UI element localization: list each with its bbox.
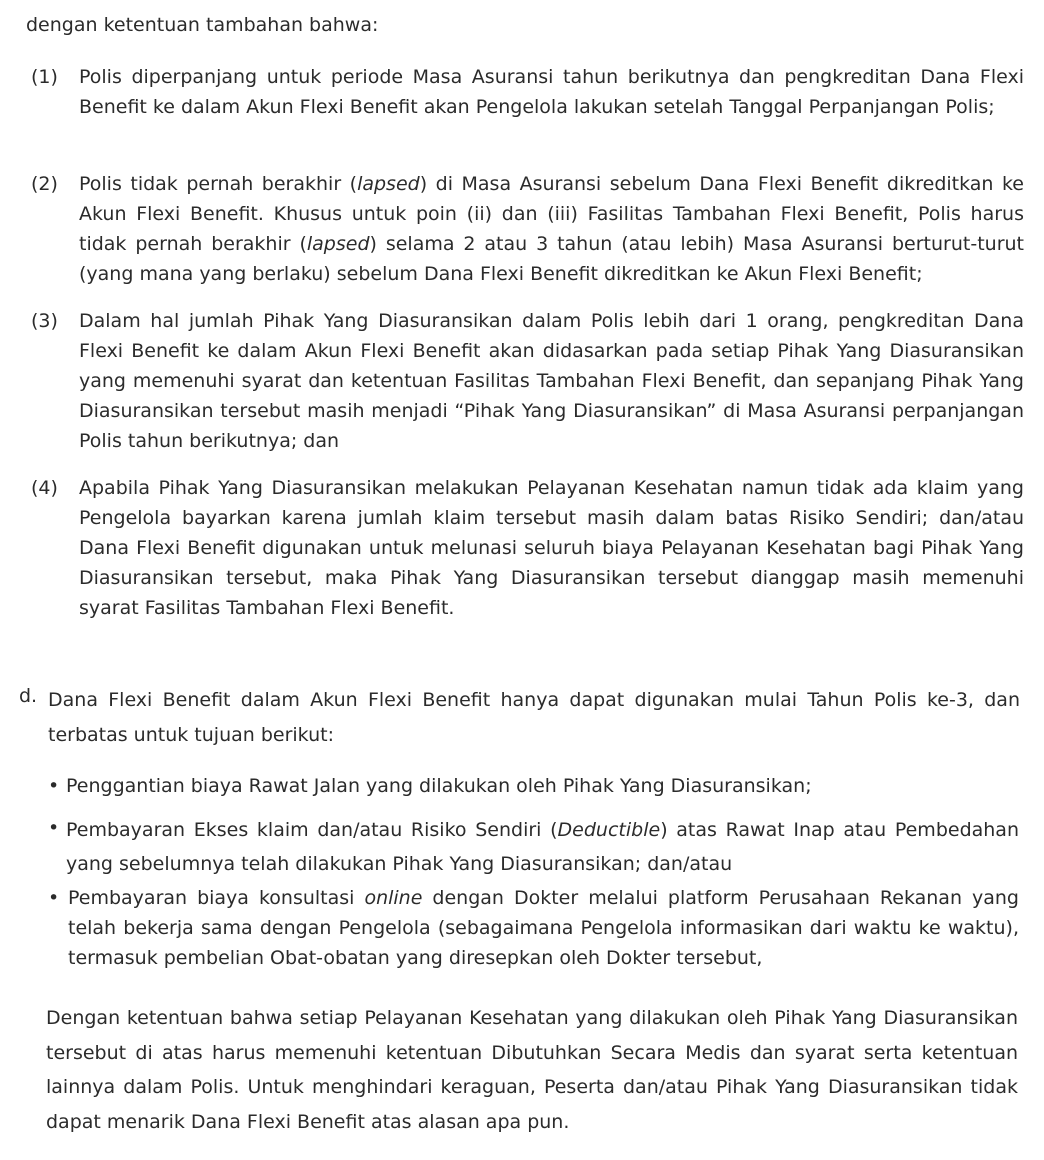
section-d-label: d. — [19, 685, 38, 707]
intro-text: dengan ketentuan tambahan bahwa: — [26, 14, 379, 36]
condition-number: (2) — [31, 173, 58, 195]
condition-text: Apabila Pihak Yang Diasuransikan melakukan Pelayanan Kesehatan namun tidak ada klaim yang Pengelola bayarkan karena jumlah klaim tersebut masih dalam batas Risiko Sendiri; dan/atau Dana Flexi Benefit digunakan untuk melunasi seluruh biaya Pelayanan Kesehatan bagi Pihak Yang Diasuransikan tersebut, maka Pihak Yang Diasuransikan tersebut dianggap masih memenuhi syarat Fasilitas Tambahan Flexi Benefit. — [79, 477, 1024, 619]
condition-number: (3) — [31, 310, 58, 332]
section-d-text: Dana Flexi Benefit dalam Akun Flexi Benefit hanya dapat digunakan mulai Tahun Polis ke-3, dan terbatas untuk tujuan berikut: — [48, 689, 1020, 746]
condition-number: (1) — [31, 66, 58, 88]
closing-paragraph: Dengan ketentuan bahwa setiap Pelayanan Kesehatan yang dilakukan oleh Pihak Yang Diasuransikan tersebut di atas harus memenuhi ketentuan Dibutuhkan Secara Medis dan syarat serta ketentuan lainnya dalam Polis. Untuk menghindari keraguan, Peserta dan/atau Pihak Yang Diasuransikan tidak dapat menarik Dana Flexi Benefit atas alasan apa pun. — [46, 1007, 1018, 1133]
condition-text: Polis tidak pernah berakhir (lapsed) di Masa Asuransi sebelum Dana Flexi Benefit dikreditkan ke Akun Flexi Benefit. Khusus untuk poin (ii) dan (iii) Fasilitas Tambahan Flexi Benefit, Polis harus tidak pernah berakhir (lapsed) selama 2 atau 3 tahun (atau lebih) Masa Asuransi berturut-turut (yang mana yang berlaku) sebelum Dana Flexi Benefit dikreditkan ke Akun Flexi Benefit; — [79, 173, 1024, 285]
condition-number: (4) — [31, 477, 58, 499]
condition-text: Dalam hal jumlah Pihak Yang Diasuransikan dalam Polis lebih dari 1 orang, pengkreditan Dana Flexi Benefit ke dalam Akun Flexi Benefit akan didasarkan pada setiap Pihak Yang Diasuransikan yang memenuhi syarat dan ketentuan Fasilitas Tambahan Flexi Benefit, dan sepanjang Pihak Yang Diasuransikan tersebut masih menjadi “Pihak Yang Diasuransikan” di Masa Asuransi perpanjangan Polis tahun berikutnya; dan — [79, 310, 1024, 452]
bullet-dot-icon: • — [48, 817, 60, 839]
bullet-text: Penggantian biaya Rawat Jalan yang dilakukan oleh Pihak Yang Diasuransikan; — [66, 775, 812, 797]
italic-term: lapsed — [306, 233, 370, 255]
bullet-dot-icon: • — [48, 775, 60, 797]
condition-text: Polis diperpanjang untuk periode Masa Asuransi tahun berikutnya dan pengkreditan Dana Flexi Benefit ke dalam Akun Flexi Benefit akan Pengelola lakukan setelah Tanggal Perpanjangan Polis; — [79, 66, 1024, 118]
italic-term: lapsed — [357, 173, 420, 195]
bullet-text: Pembayaran Ekses klaim dan/atau Risiko Sendiri (Deductible) atas Rawat Inap atau Pembedahan yang sebelumnya telah dilakukan Pihak Yang Diasuransikan; dan/atau — [66, 819, 1019, 875]
bullet-text: Pembayaran biaya konsultasi online dengan Dokter melalui platform Perusahaan Rekanan yang telah bekerja sama dengan Pengelola (sebagaimana Pengelola informasikan dari waktu ke waktu), termasuk pembelian Obat-obatan yang diresepkan oleh Dokter tersebut, — [68, 887, 1019, 969]
bullet-dot-icon: • — [48, 887, 60, 909]
italic-term: Deductible — [557, 819, 661, 841]
italic-term: online — [364, 887, 423, 909]
